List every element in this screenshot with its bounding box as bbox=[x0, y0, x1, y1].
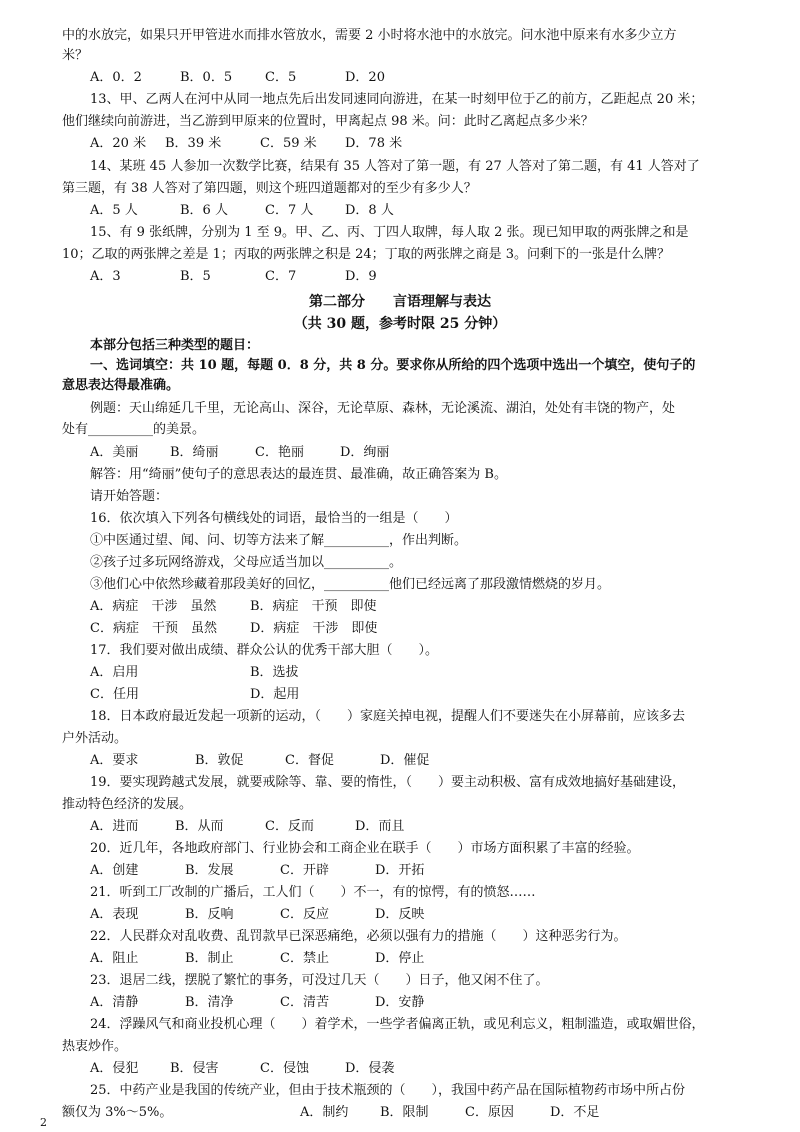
option-b: B．敦促 bbox=[195, 753, 244, 768]
q19-line1: 19．要实现跨越式发展，就要戒除等、靠、要的惰性，（ ）要主动积极、富有成效地搞好基础建设， bbox=[90, 775, 686, 790]
option-c: C．反而 bbox=[265, 819, 314, 834]
option-b: B．侵害 bbox=[170, 1061, 219, 1076]
option-c: C．清苦 bbox=[280, 995, 329, 1010]
part1-line2: 意思表达得最准确。 bbox=[62, 378, 180, 393]
section-title: 第二部分 言语理解与表达 bbox=[309, 294, 491, 310]
option-a: A．阻止 bbox=[90, 951, 139, 966]
q21-stem: 21．听到工厂改制的广播后，工人们（ ）不一，有的惊愕，有的愤怒…… bbox=[90, 885, 536, 900]
q13-line1: 13、甲、乙两人在河中从同一地点先后出发同速同向游进，在某一时刻甲位于乙的前方，乙距起点 20 米； bbox=[90, 92, 704, 107]
q22-stem: 22．人民群众对乱收费、乱罚款早已深恶痛绝，必须以强有力的措施（ ）这种恶劣行为。 bbox=[90, 929, 627, 944]
option-d: D．安静 bbox=[375, 995, 425, 1010]
q13-line2: 他们继续向前游进，当乙游到甲原来的位置时，甲离起点 98 米。问：此时乙离起点多少米？ bbox=[62, 114, 594, 129]
section-subtitle: （共 30 题，参考时限 25 分钟） bbox=[293, 316, 507, 332]
page-number: 2 bbox=[40, 1116, 47, 1129]
option-b: B．限制 bbox=[380, 1105, 429, 1120]
option-d: D．起用 bbox=[250, 687, 300, 702]
option-d: D．开拓 bbox=[375, 863, 425, 878]
q16-stem: 16．依次填入下列各句横线处的词语，最恰当的一组是（ ） bbox=[90, 511, 458, 526]
q16-sentence3: ③他们心中依然珍藏着那段美好的回忆，__________他们已经远离了那段激情燃烧的岁月。 bbox=[90, 577, 611, 592]
section-intro: 本部分包括三种类型的题目： bbox=[90, 338, 260, 353]
example-answer: 解答：用“绮丽”使句子的意思表达的最连贯、最准确，故正确答案为 B。 bbox=[90, 467, 507, 482]
option-d: D．20 bbox=[345, 70, 385, 85]
example-line1: 例题：天山绵延几千里，无论高山、深谷，无论草原、森林，无论溪流、湖泊，处处有丰饶的物产，处 bbox=[90, 401, 676, 416]
option-c: C．反应 bbox=[280, 907, 329, 922]
q16-sentence1: ①中医通过望、闻、问、切等方法来了解__________，作出判断。 bbox=[90, 533, 468, 548]
part1-line1: 一、选词填空：共 10 题，每题 0．8 分，共 8 分。要求你从所给的四个选项中选出一个填空，使句子的 bbox=[90, 358, 696, 373]
option-c: C．督促 bbox=[285, 753, 334, 768]
q24-line2: 热衷炒作。 bbox=[62, 1039, 128, 1054]
option-a: A．3 bbox=[90, 269, 121, 284]
q14-line1: 14、某班 45 人参加一次数学比赛，结果有 35 人答对了第一题，有 27 人答对了第二题，有 41 人答对了 bbox=[90, 159, 700, 174]
q25-line2: 额仅为 3%～5%。 bbox=[62, 1105, 173, 1120]
option-a: A．要求 bbox=[90, 753, 139, 768]
option-d: D．反映 bbox=[375, 907, 425, 922]
option-b: B．清净 bbox=[185, 995, 234, 1010]
option-d: D．侵袭 bbox=[345, 1061, 395, 1076]
q14-line2: 第三题，有 38 人答对了第四题，则这个班四道题都对的至少有多少人？ bbox=[62, 181, 477, 196]
option-c: C．病症 干预 虽然 bbox=[90, 621, 217, 636]
option-a: A．表现 bbox=[90, 907, 139, 922]
option-c: C．59 米 bbox=[260, 136, 317, 151]
option-c: C．艳丽 bbox=[255, 445, 304, 460]
option-b: B．发展 bbox=[185, 863, 234, 878]
option-a: A．创建 bbox=[90, 863, 139, 878]
option-d: D．9 bbox=[345, 269, 377, 284]
option-d: D．病症 干涉 即使 bbox=[250, 621, 378, 636]
option-b: B．反响 bbox=[185, 907, 234, 922]
q16-sentence2: ②孩子过多玩网络游戏，父母应适当加以__________。 bbox=[90, 555, 403, 570]
option-b: B．39 米 bbox=[165, 136, 222, 151]
option-a: A．美丽 bbox=[90, 445, 139, 460]
q24-line1: 24．浮躁风气和商业投机心理（ ）着学术，一些学者偏离正轨，或见利忘义，粗制滥造，或取媚世俗， bbox=[90, 1017, 705, 1032]
q15-line2: 10；乙取的两张牌之差是 1；丙取的两张牌之积是 24；丁取的两张牌之商是 3。问剩下的一张是什么牌？ bbox=[62, 247, 671, 262]
option-c: C．原因 bbox=[465, 1105, 514, 1120]
option-d: D．停止 bbox=[375, 951, 425, 966]
option-a: A．病症 干涉 虽然 bbox=[90, 599, 217, 614]
option-b: B．5 bbox=[180, 269, 211, 284]
option-c: C．侵蚀 bbox=[260, 1061, 309, 1076]
option-a: A．制约 bbox=[300, 1105, 349, 1120]
option-d: D．8 人 bbox=[345, 203, 394, 218]
option-b: B．0．5 bbox=[180, 70, 233, 85]
option-c: C．5 bbox=[265, 70, 297, 85]
option-d: D．不足 bbox=[550, 1105, 600, 1120]
option-a: A．清静 bbox=[90, 995, 139, 1010]
option-b: B．6 人 bbox=[180, 203, 228, 218]
option-b: B．选拔 bbox=[250, 665, 299, 680]
option-c: C．7 人 bbox=[265, 203, 314, 218]
option-d: D．绚丽 bbox=[340, 445, 390, 460]
q12-line2: 米？ bbox=[62, 48, 89, 63]
option-d: D．催促 bbox=[380, 753, 430, 768]
q12-line1: 中的水放完，如果只开甲管进水而排水管放水，需要 2 小时将水池中的水放完。问水池中原来有水多少立方 bbox=[62, 28, 677, 43]
option-d: D．78 米 bbox=[345, 136, 403, 151]
option-a: A．进而 bbox=[90, 819, 139, 834]
q19-line2: 推动特色经济的发展。 bbox=[62, 797, 193, 812]
q18-line2: 户外活动。 bbox=[62, 731, 128, 746]
option-a: A．启用 bbox=[90, 665, 139, 680]
option-a: A．20 米 bbox=[90, 136, 147, 151]
example-line2: 处有__________的美景。 bbox=[62, 422, 206, 437]
option-c: C．任用 bbox=[90, 687, 139, 702]
option-c: C．禁止 bbox=[280, 951, 329, 966]
q17-stem: 17．我们要对做出成绩、群众公认的优秀干部大胆（ ）。 bbox=[90, 643, 439, 658]
q25-line1: 25．中药产业是我国的传统产业，但由于技术瓶颈的（ ），我国中药产品在国际植物药市场中所占份 bbox=[90, 1083, 686, 1098]
option-b: B．病症 干预 即使 bbox=[250, 599, 377, 614]
option-c: C．7 bbox=[265, 269, 297, 284]
q20-stem: 20．近几年，各地政府部门、行业协会和工商企业在联手（ ）市场方面积累了丰富的经验。 bbox=[90, 841, 640, 856]
option-a: A．5 人 bbox=[90, 203, 138, 218]
option-b: B．制止 bbox=[185, 951, 234, 966]
q15-line1: 15、有 9 张纸牌，分别为 1 至 9。甲、乙、丙、丁四人取牌，每人取 2 张。现已知甲取的两张牌之和是 bbox=[90, 225, 689, 240]
option-d: D．而且 bbox=[355, 819, 405, 834]
start-prompt: 请开始答题： bbox=[90, 489, 169, 504]
q23-stem: 23．退居二线，摆脱了繁忙的事务，可没过几天（ ）日子，他又闲不住了。 bbox=[90, 973, 549, 988]
option-b: B．绮丽 bbox=[170, 445, 219, 460]
option-a: A．0．2 bbox=[90, 70, 142, 85]
option-b: B．从而 bbox=[175, 819, 224, 834]
option-c: C．开辟 bbox=[280, 863, 329, 878]
option-a: A．侵犯 bbox=[90, 1061, 139, 1076]
q18-line1: 18．日本政府最近发起一项新的运动，（ ）家庭关掉电视，提醒人们不要迷失在小屏幕前，应该多去 bbox=[90, 709, 686, 724]
